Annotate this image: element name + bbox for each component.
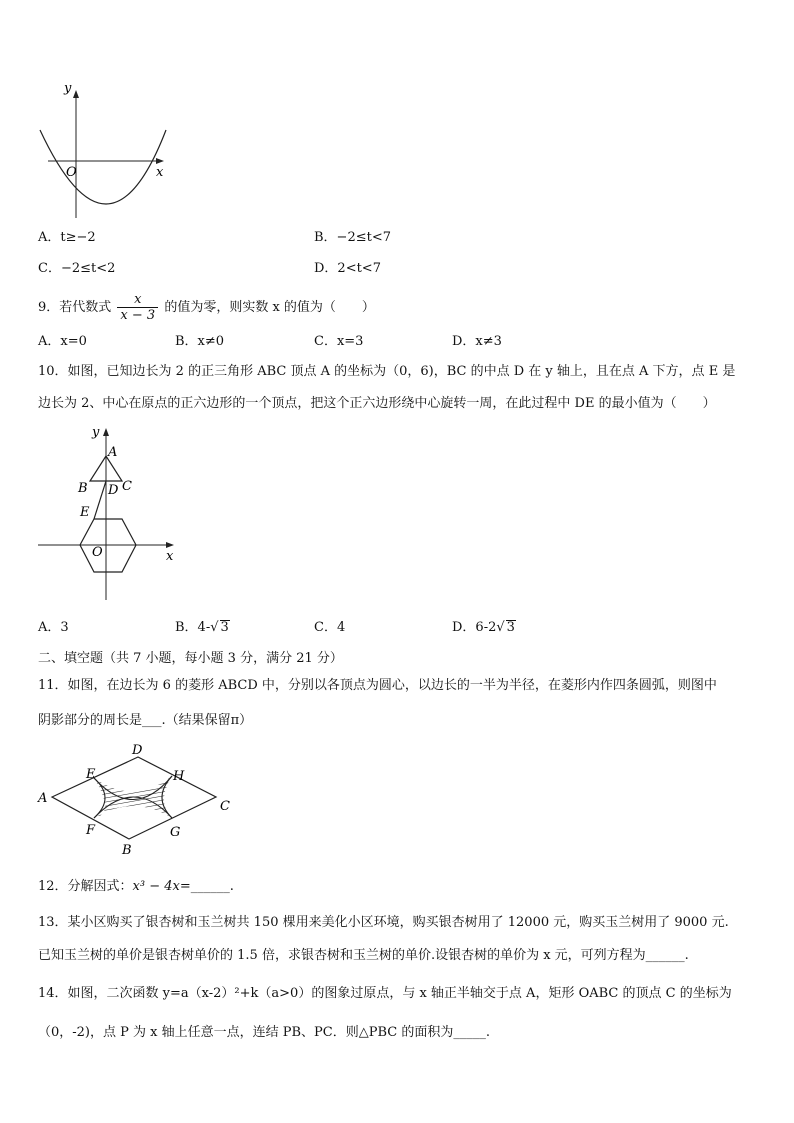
label-c: C [122,479,132,494]
x-axis-arrow [166,542,174,548]
origin-label: O [66,165,77,180]
label-c: C [220,799,230,814]
label-b: B [122,843,132,858]
y-label: y [64,81,72,96]
x-label: x [166,549,174,564]
x-axis-arrow [156,158,164,164]
y-label: y [92,425,100,440]
q14-line-2: （0，-2)，点 P 为 x 轴上任意一点，连结 PB、PC．则△PBC 的面积为_____. [38,1025,490,1040]
q9-option-a[interactable]: A．x=0 [38,334,87,349]
label-e: E [86,767,96,782]
q12-expression: x³ − 4x= [132,879,191,894]
q11-line-1: 11．如图，在边长为 6 的菱形 ABCD 中，分别以各顶点为圆心，以边长的一半为半径，在菱形内作四条圆弧，则图中 [38,678,717,693]
parabola-curve [40,130,166,204]
q10-option-a[interactable]: A．3 [38,620,69,635]
q12-stem-pre: 12．分解因式： [38,879,133,894]
q14-line-1: 14．如图，二次函数 y=a（x-2）²+k（a>0）的图象过原点，与 x 轴正半轴交于点 A，矩形 OABC 的顶点 C 的坐标为 [38,986,732,1001]
segment-de [94,481,106,519]
q12-stem [38,879,234,895]
q8-option-c[interactable]: C．−2≤t<2 [38,261,116,276]
q9-stem [38,291,375,325]
q9-option-c[interactable]: C．x=3 [314,334,364,349]
y-axis-arrow [103,428,109,436]
q10-option-b-radicand: 3 [220,620,229,635]
q10-option-b[interactable] [175,620,230,636]
section-2-heading: 二、填空题（共 7 小题，每小题 3 分，满分 21 分） [38,651,343,666]
rhombus-figure [30,742,240,860]
q10-line-1: 10．如图，已知边长为 2 的正三角形 ABC 顶点 A 的坐标为（0，6)，BC 的中点 D 在 y 轴上，且在点 A 下方，点 E 是 [38,364,736,379]
q11-line-2: 阴影部分的周长是___.（结果保留π） [38,713,253,728]
sqrt-icon: √ [210,620,219,635]
label-e: E [80,505,90,520]
q9-fraction [117,292,158,323]
q13-line-1: 13．某小区购买了银杏树和玉兰树共 150 棵用来美化小区环境，购买银杏树用了 12000 元，购买玉兰树用了 9000 元. [38,915,729,930]
parabola-figure [30,78,180,218]
q8-option-a[interactable]: A．t≥−2 [38,230,96,245]
q10-line-2: 边长为 2、中心在原点的正六边形的一个顶点，把这个正六边形绕中心旋转一周，在此过程中 DE 的最小值为（ ） [38,396,716,411]
q10-option-c[interactable]: C．4 [314,620,346,635]
label-f: F [86,823,96,838]
q9-stem-pre: 9．若代数式 [38,300,112,315]
q10-option-b-text: B．4- [175,620,211,635]
q9-option-d[interactable]: D．x≠3 [452,334,502,349]
q10-option-d-text: D．6-2 [452,620,497,635]
origin-label: O [92,545,103,560]
label-d: D [132,743,143,758]
label-a: A [108,445,118,460]
q8-option-d[interactable]: D．2<t<7 [314,261,381,276]
q9-stem-post: 的值为零，则实数 x 的值为（ ） [164,300,375,315]
label-d: D [108,483,119,498]
q13-line-2: 已知玉兰树的单价是银杏树单价的 1.5 倍，求银杏树和玉兰树的单价.设银杏树的单价为 x 元，可列方程为______. [38,948,689,963]
q9-denominator: x − 3 [120,308,156,323]
x-label: x [156,165,164,180]
y-axis-arrow [73,90,79,98]
label-a: A [38,791,48,806]
q10-option-d-radicand: 3 [506,620,515,635]
sqrt-icon: √ [496,620,505,635]
q9-numerator: x [117,292,158,308]
q12-blank[interactable]: ______. [190,879,234,894]
label-b: B [78,481,88,496]
q8-option-b[interactable]: B．−2≤t<7 [314,230,391,245]
q10-option-d[interactable] [452,620,516,636]
q9-option-b[interactable]: B．x≠0 [175,334,225,349]
hexagon-figure [30,420,190,605]
label-h: H [173,769,185,784]
label-g: G [170,825,181,840]
